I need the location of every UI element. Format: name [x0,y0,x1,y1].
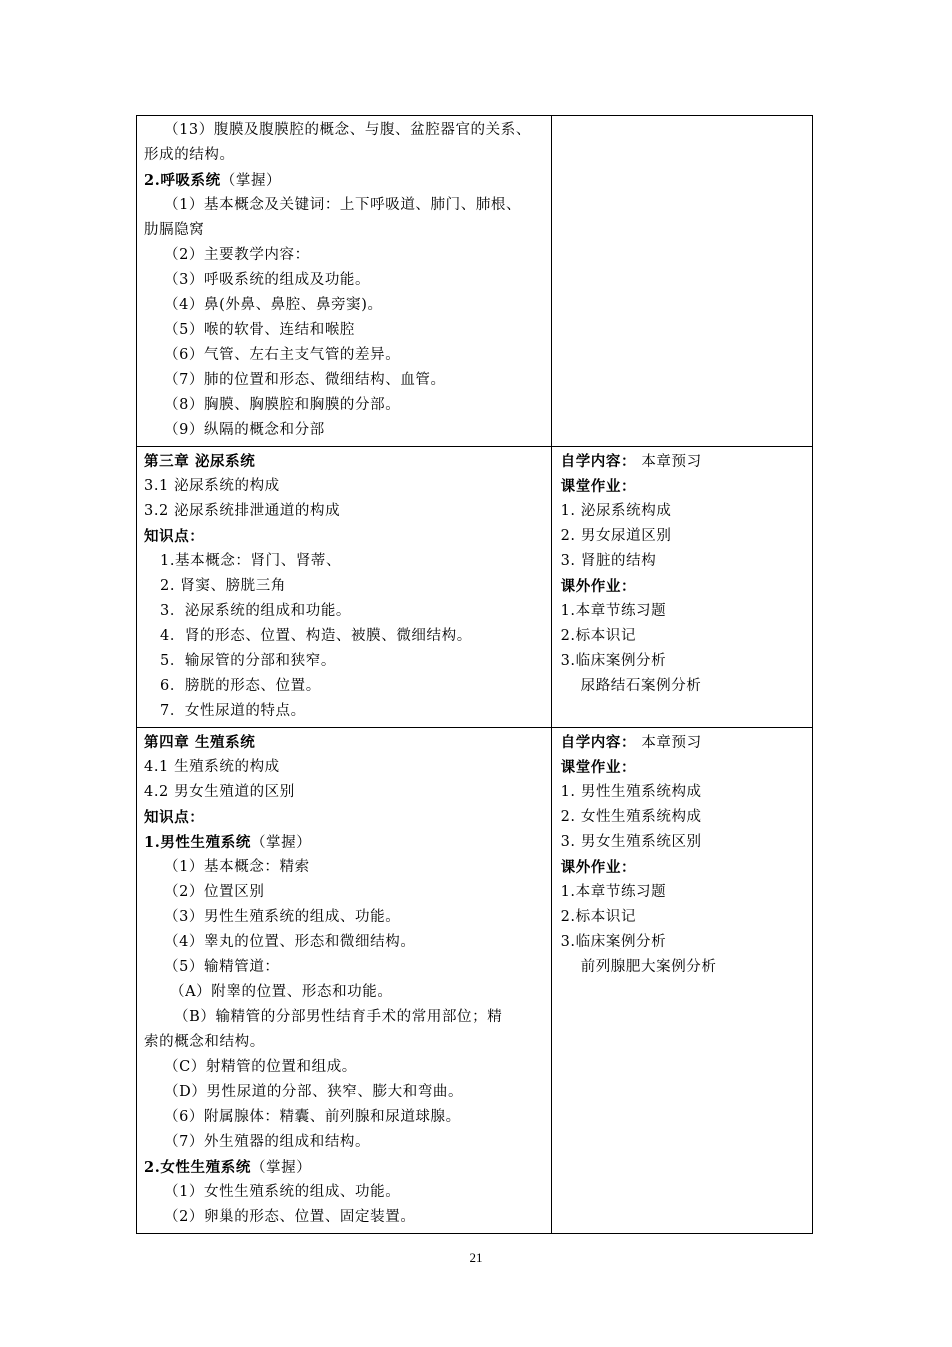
content-cell [137,447,552,728]
text-line [144,1155,547,1180]
line-text: 形成的结构。 [144,147,235,163]
text-line [144,980,547,1005]
text-line [561,805,808,830]
text-line [561,624,808,649]
syllabus-table [136,115,813,1234]
text-line [144,905,547,930]
text-line [561,524,808,549]
line-text: （D）男性尿道的分部、狭窄、膨大和弯曲。 [164,1084,464,1100]
text-line [144,624,547,649]
line-text: （5）喉的软骨、连结和喉腔 [164,322,356,338]
bold-heading: 知识点： [144,528,205,545]
line-text: （6）附属腺体：精囊、前列腺和尿道球腺。 [164,1109,461,1125]
text-line [561,674,808,699]
text-line [144,805,547,830]
text-line [144,293,547,318]
line-text: 4.2 男女生殖道的区别 [144,784,295,800]
text-line [144,393,547,418]
bold-heading: 1.男性生殖系统 [144,834,251,851]
line-text: 1.基本概念：肾门、肾蒂、 [160,553,342,569]
line-text: 4．肾的形态、位置、构造、被膜、微细结构。 [160,628,472,644]
assignment-cell [551,447,812,728]
text-line [561,449,808,474]
table-row [137,116,813,447]
text-line [144,674,547,699]
text-line [144,499,547,524]
text-line [561,599,808,624]
text-line [144,474,547,499]
line-text: 6．膀胱的形态、位置。 [160,678,321,694]
line-text: 2.标本识记 [560,628,637,644]
line-text: 7．女性尿道的特点。 [160,703,306,719]
text-line [144,549,547,574]
assignment-cell [551,728,812,1234]
text-line [144,1080,547,1105]
bold-heading: 2.呼吸系统 [144,172,221,189]
bold-heading: 2.女性生殖系统 [144,1159,251,1176]
text-line [144,1130,547,1155]
line-text: 2. 肾窦、膀胱三角 [160,578,286,594]
text-line [561,955,808,980]
text-line [144,730,547,755]
line-text: （掌握） [250,1160,312,1176]
text-line [144,1105,547,1130]
text-line [144,930,547,955]
text-line [144,368,547,393]
line-text: 2. 女性生殖系统构成 [560,809,702,825]
line-text: 2. 男女尿道区别 [560,528,672,544]
line-text: 本章预习 [636,454,702,470]
line-text: （8）胸膜、胸膜腔和胸膜的分部。 [164,397,401,413]
line-text: （13）腹膜及腹膜腔的概念、与腹、盆腔器官的关系、 [164,122,531,138]
text-line [561,755,808,780]
line-text: （B）输精管的分部男性结育手术的常用部位；精 [174,1009,503,1025]
table-row [137,728,813,1234]
text-line [561,905,808,930]
text-line [144,1180,547,1205]
text-line [144,218,547,243]
line-text: （2）卵巢的形态、位置、固定装置。 [164,1209,416,1225]
text-line [561,880,808,905]
text-line [144,699,547,724]
bold-heading: 知识点： [144,809,205,826]
text-line [144,1055,547,1080]
text-line [144,318,547,343]
text-line [144,168,547,193]
text-line [144,143,547,168]
text-line [144,118,547,143]
line-text: 前列腺肥大案例分析 [580,959,717,975]
line-text: 3.2 泌尿系统排泄通道的构成 [144,503,341,519]
text-line [144,780,547,805]
text-line [561,780,808,805]
bold-heading: 第四章 生殖系统 [144,734,256,751]
line-text: （2）主要教学内容： [164,247,310,263]
line-text: （掌握） [220,173,282,189]
text-line [144,1030,547,1055]
text-line [561,830,808,855]
content-cell [137,116,552,447]
text-line [144,955,547,980]
text-line [561,574,808,599]
text-line [144,243,547,268]
assignment-cell [551,116,812,447]
line-text: （5）输精管道： [164,959,280,975]
line-text: （4）鼻(外鼻、鼻腔、鼻旁窦)。 [164,297,383,313]
text-line [144,599,547,624]
line-text: （C）射精管的位置和组成。 [164,1059,357,1075]
text-line [561,855,808,880]
text-line [561,730,808,755]
bold-heading: 课堂作业： [560,478,637,495]
line-text: 肋膈隐窝 [144,222,205,238]
line-text: （2）位置区别 [164,884,265,900]
line-text: 2.标本识记 [560,909,637,925]
line-text: 1.本章节练习题 [560,884,667,900]
line-text: 1. 男性生殖系统构成 [560,784,702,800]
bold-heading: 自学内容： [560,734,637,751]
page-number: 21 [469,1250,483,1265]
line-text: （7）外生殖器的组成和结构。 [164,1134,371,1150]
text-line [561,930,808,955]
line-text: （1）基本概念：精索 [164,859,310,875]
table-row [137,447,813,728]
line-text: 索的概念和结构。 [144,1034,265,1050]
bold-heading: 课外作业： [560,859,637,876]
line-text: （9）纵隔的概念和分部 [164,422,325,438]
line-text: 5．输尿管的分部和狭窄。 [160,653,336,669]
line-text: 本章预习 [636,735,702,751]
line-text: （3）男性生殖系统的组成、功能。 [164,909,401,925]
line-text: （7）肺的位置和形态、微细结构、血管。 [164,372,446,388]
line-text: 3．泌尿系统的组成和功能。 [160,603,352,619]
line-text: 3. 肾脏的结构 [560,553,657,569]
text-line [144,343,547,368]
line-text: 尿路结石案例分析 [580,678,702,694]
text-line [561,649,808,674]
text-line [144,418,547,443]
text-line [144,855,547,880]
text-line [144,649,547,674]
text-line [144,193,547,218]
line-text: （A）附睾的位置、形态和功能。 [170,984,393,1000]
text-line [144,755,547,780]
text-line [144,880,547,905]
line-text: （4）睾丸的位置、形态和微细结构。 [164,934,416,950]
text-line [144,1205,547,1230]
content-cell [137,728,552,1234]
text-line [144,830,547,855]
text-line [144,524,547,549]
line-text: 1. 泌尿系统构成 [560,503,672,519]
line-text: （3）呼吸系统的组成及功能。 [164,272,371,288]
text-line [561,474,808,499]
line-text: 4.1 生殖系统的构成 [144,759,280,775]
line-text: 3.1 泌尿系统的构成 [144,478,280,494]
line-text: 3.临床案例分析 [560,934,667,950]
bold-heading: 课堂作业： [560,759,637,776]
text-line [144,1005,547,1030]
bold-heading: 课外作业： [560,578,637,595]
line-text: 3.临床案例分析 [560,653,667,669]
line-text: 1.本章节练习题 [560,603,667,619]
line-text: 3. 男女生殖系统区别 [560,834,702,850]
text-line [561,549,808,574]
syllabus-table-body [137,116,813,1234]
line-text: （6）气管、左右主支气管的差异。 [164,347,401,363]
line-text: （掌握） [250,835,312,851]
text-line [144,268,547,293]
line-text: （1）女性生殖系统的组成、功能。 [164,1184,401,1200]
bold-heading: 自学内容： [560,453,637,470]
line-text: （1）基本概念及关键词：上下呼吸道、肺门、肺根、 [164,197,522,213]
bold-heading: 第三章 泌尿系统 [144,453,256,470]
text-line [561,499,808,524]
text-line [144,574,547,599]
text-line [144,449,547,474]
